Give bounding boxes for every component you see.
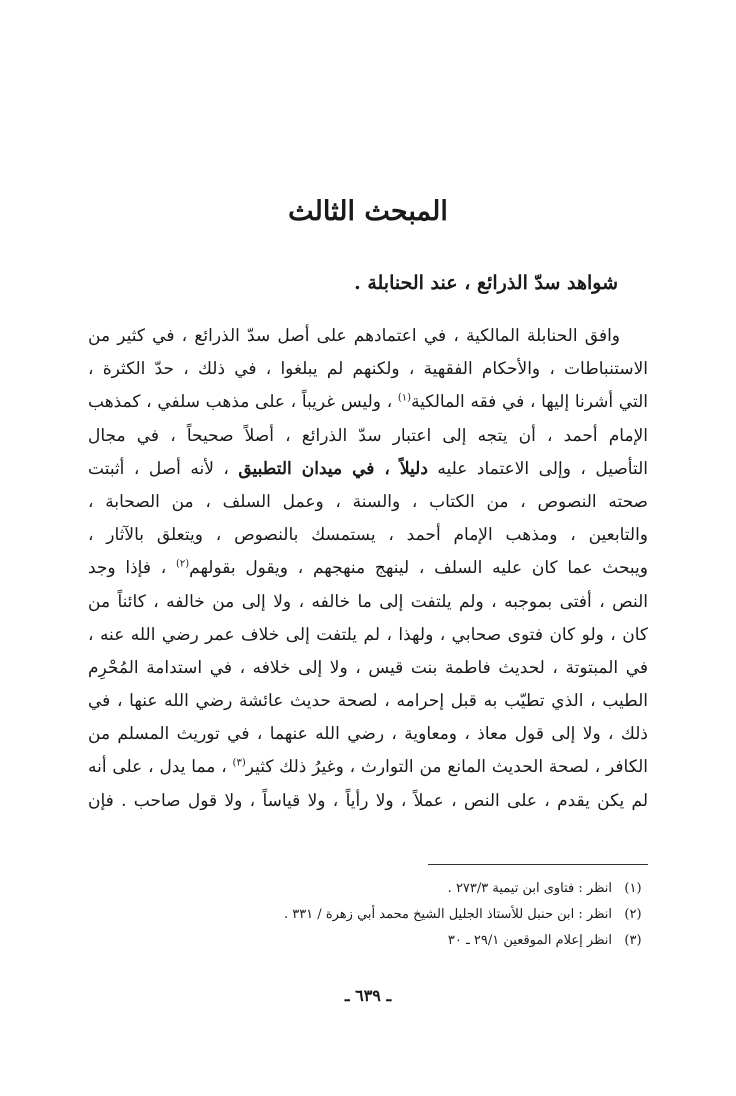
chapter-title: المبحث الثالث [288, 196, 448, 227]
body-line [88, 652, 648, 685]
body-line [88, 353, 648, 386]
section-heading: شواهد سدّ الذرائع ، عند الحنابلة . [354, 272, 618, 294]
line-text: التي أشرنا إليها ، في فقه المالكية [411, 392, 648, 413]
body-line [88, 685, 648, 718]
line-text: في المبتوتة ، لحديث فاطمة بنت قيس ، ولا إلى خلافه ، في استدامة المُحْرِم [88, 657, 648, 678]
footnote-text: انظر إعلام الموقعين ٢٩/١ ـ ٣٠ [447, 933, 612, 948]
line-text: ويبحث عما كان عليه السلف ، لينهج منهجهم ، ويقول بقولهم [189, 558, 648, 579]
footnote-number: (١) [624, 881, 642, 896]
line-text: ، وليس غريباً ، على مذهب سلفي ، كمذهب [88, 392, 398, 413]
body-line [88, 586, 648, 619]
line-text: الكافر ، لصحة الحديث المانع من التوارث ، وغيرُ ذلك كثير [245, 757, 648, 778]
footnote-text: انظر : ابن حنبل للأستاذ الجليل الشيخ محمد أبي زهرة / ٣٣١ . [283, 907, 612, 922]
footnote-ref: (٢) [175, 558, 190, 570]
footnote-ref: (١) [397, 392, 412, 404]
body-line [88, 320, 648, 353]
footnote-ref: (٣) [232, 757, 246, 769]
line-text: ذلك ، ولا إلى قول معاذ ، ومعاوية ، رضي الله عنهما ، في توريث المسلم من [88, 724, 648, 745]
line-text: ، مما يدل ، على أنه [88, 757, 233, 778]
footnote-divider [428, 864, 648, 865]
body-line [88, 552, 648, 585]
body-line [88, 718, 648, 751]
line-text: الاستنباطات ، والأحكام الفقهية ، ولكنهم لم يبلغوا ، في ذلك ، حدّ الكثرة ، [88, 359, 648, 380]
line-text: الطيب ، الذي تطيّب به قبل إحرامه ، لصحة حديث عائشة رضي الله عنها ، في [88, 691, 648, 712]
footnote-item [88, 928, 648, 954]
bold-phrase: دليلاً ، في ميدان التطبيق [238, 458, 428, 479]
body-line [88, 751, 648, 784]
footnote-text: انظر : فتاوى ابن تيمية ٢٧٣/٣ . [447, 881, 612, 896]
line-text: التأصيل ، وإلى الاعتماد عليه [427, 458, 648, 479]
body-line [88, 453, 648, 486]
body-line [88, 386, 648, 419]
body-line [88, 486, 648, 519]
page-number: ـ ٦٣٩ ـ [344, 986, 392, 1005]
line-text: ، فإذا وجد [88, 558, 176, 579]
body-line [88, 785, 648, 818]
line-text: كان ، ولو كان فتوى صحابي ، ولهذا ، لم يلتفت إلى خلاف عمر رضي الله عنه ، [88, 624, 648, 645]
line-text: الإمام أحمد ، أن يتجه إلى اعتبار سدّ الذرائع ، أصلاً صحيحاً ، في مجال [88, 425, 648, 446]
footnote-number: (٣) [624, 933, 642, 948]
line-text: ، لأنه أصل ، أثبتت [88, 458, 239, 479]
line-text: لم يكن يقدم ، على النص ، عملاً ، ولا رأياً ، ولا قياساً ، ولا قول صاحب . فإن [88, 790, 648, 811]
body-line [88, 619, 648, 652]
line-text: وافق الحنابلة المالكية ، في اعتمادهم على أصل سدّ الذرائع ، في كثير من [88, 326, 620, 346]
line-text: النص ، أفتى بموجبه ، ولم يلتفت إلى ما خالفه ، ولا إلى من خالفه ، كائناً من [88, 591, 648, 612]
body-line [88, 420, 648, 453]
footnotes [88, 876, 648, 954]
footnote-item [88, 876, 648, 902]
body-line [88, 519, 648, 552]
footnote-item [88, 902, 648, 928]
line-text: صحته النصوص ، من الكتاب ، والسنة ، وعمل السلف ، من الصحابة ، [88, 491, 648, 512]
footnote-number: (٢) [624, 907, 642, 922]
body-text [88, 320, 648, 818]
line-text: والتابعين ، ومذهب الإمام أحمد ، يستمسك بالنصوص ، ويتعلق بالآثار ، [88, 525, 648, 546]
